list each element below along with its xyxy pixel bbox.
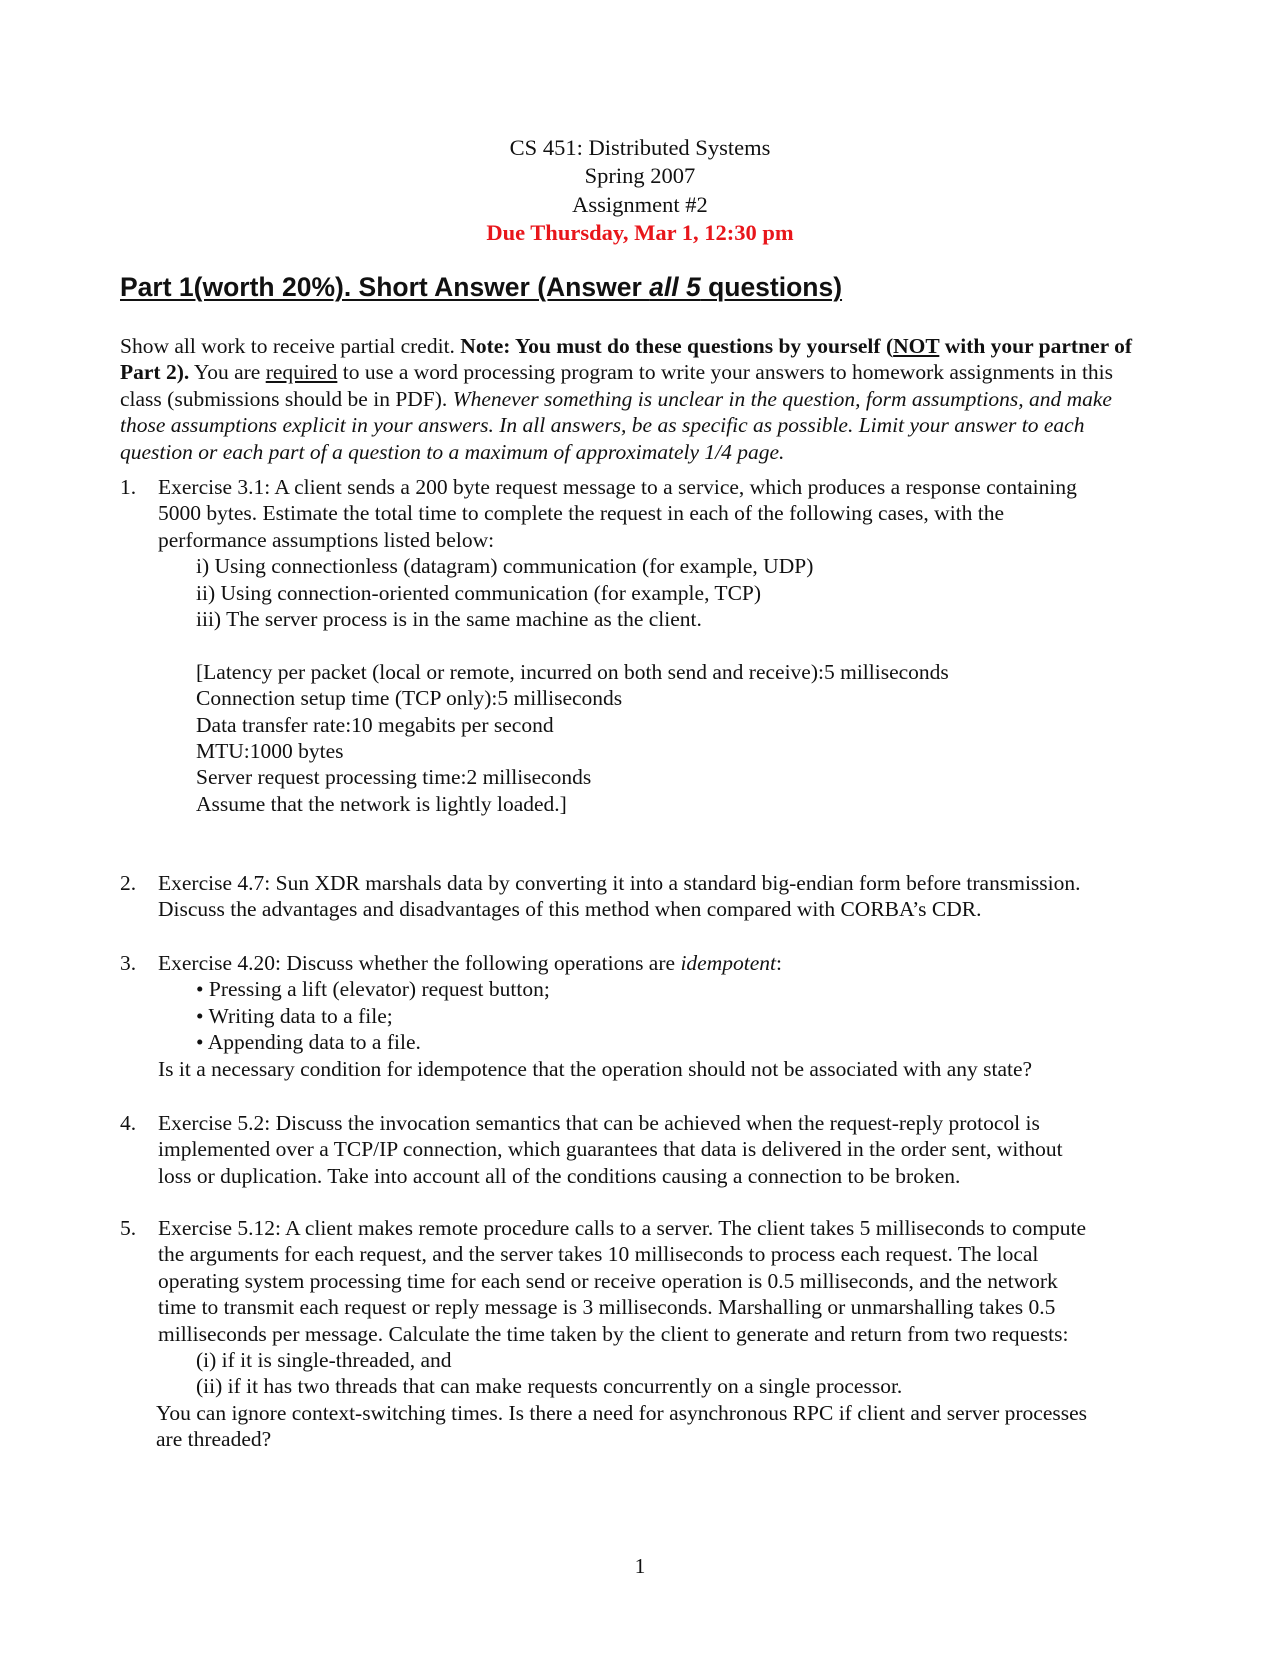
case-item: ii) Using connection-oriented communication (for example, TCP) bbox=[196, 580, 762, 605]
part-1-heading-text: Part 1(worth 20%). Short Answer (Answer bbox=[120, 272, 650, 302]
intro-text-3: to use a word processing program to write your answers to homework assignments in this class (submissions should be in PDF). bbox=[120, 360, 1114, 411]
assumption-line: Connection setup time (TCP only):5 milliseconds bbox=[196, 686, 623, 711]
assumption-line: MTU:1000 bytes bbox=[196, 739, 344, 764]
question-number: 3. bbox=[120, 951, 137, 975]
course-title: CS 451: Distributed Systems bbox=[509, 135, 771, 160]
question-4 bbox=[120, 1110, 1180, 1189]
intro-required: required bbox=[265, 360, 338, 385]
question-line: the arguments for each request, and the server takes 10 milliseconds to process each request. The local bbox=[158, 1242, 1039, 1267]
question-5 bbox=[120, 1215, 1180, 1453]
assumption-line: Data transfer rate:10 megabits per second bbox=[196, 712, 554, 737]
bullet-item: • Appending data to a file. bbox=[196, 1030, 421, 1055]
intro-italic: Whenever something is unclear in the question, form assumptions, and make those assumptions explicit in your answers. In all answers, be as specific as possible. Limit your answer to each question or each part of a question to a maximum of approximately 1/4 page. bbox=[120, 386, 1112, 464]
question-line: Exercise 5.12: A client makes remote procedure calls to a server. The client takes 5 milliseconds to compute bbox=[158, 1216, 1086, 1240]
intro-text-2: You are bbox=[189, 360, 266, 385]
question-emphasis: idempotent bbox=[680, 951, 776, 975]
document-header bbox=[0, 134, 1280, 247]
question-number: 2. bbox=[120, 871, 137, 895]
question-line: 5000 bytes. Estimate the total time to complete the request in each of the following cases, with the bbox=[158, 501, 1005, 526]
question-line: Exercise 3.1: A client sends a 200 byte request message to a service, which produces a response containing bbox=[158, 475, 1077, 499]
term: Spring 2007 bbox=[584, 163, 696, 189]
question-line: milliseconds per message. Calculate the time taken by the client to generate and return from two requests: bbox=[158, 1321, 1069, 1346]
question-number: 5. bbox=[120, 1216, 137, 1240]
question-number: 1. bbox=[120, 475, 137, 499]
assumption-line: Server request processing time:2 milliseconds bbox=[196, 765, 592, 790]
page-number: 1 bbox=[634, 1554, 646, 1578]
case-item: (i) if it is single-threaded, and bbox=[196, 1348, 452, 1373]
part-1-heading-tail: questions) bbox=[700, 272, 843, 302]
question-line: operating system processing time for each send or receive operation is 0.5 milliseconds, and the network bbox=[158, 1268, 1058, 1293]
question-line: Is it a necessary condition for idempotence that the operation should not be associated with any state? bbox=[158, 1056, 1033, 1081]
question-1 bbox=[120, 474, 1180, 817]
part-1-heading-emphasis: all 5 bbox=[649, 272, 701, 302]
question-line: Exercise 4.7: Sun XDR marshals data by converting it into a standard big-endian form before transmission. bbox=[158, 871, 1081, 895]
question-text: Exercise 4.20: Discuss whether the following operations are bbox=[158, 951, 681, 975]
question-line: are threaded? bbox=[156, 1427, 272, 1452]
bullet-item: • Pressing a lift (elevator) request button; bbox=[196, 977, 550, 1002]
assignment-title: Assignment #2 bbox=[572, 191, 708, 217]
question-line: time to transmit each request or reply message is 3 milliseconds. Marshalling or unmarshalling takes 0.5 bbox=[158, 1295, 1056, 1320]
question-3 bbox=[120, 950, 1180, 1082]
intro-text: Show all work to receive partial credit. bbox=[120, 334, 461, 358]
question-line bbox=[158, 950, 1180, 976]
question-text-tail: : bbox=[775, 951, 782, 975]
case-item: i) Using connectionless (datagram) communication (for example, UDP) bbox=[196, 554, 814, 579]
question-line: Discuss the advantages and disadvantages of this method when compared with CORBA’s CDR. bbox=[158, 897, 982, 922]
due-date: Due Thursday, Mar 1, 12:30 pm bbox=[486, 219, 794, 245]
question-2 bbox=[120, 870, 1180, 923]
question-number: 4. bbox=[120, 1111, 137, 1135]
question-line: loss or duplication. Take into account all of the conditions causing a connection to be broken. bbox=[158, 1163, 961, 1188]
bullet-item: • Writing data to a file; bbox=[196, 1003, 393, 1028]
intro-not: NOT bbox=[893, 334, 940, 358]
assumption-line: [Latency per packet (local or remote, incurred on both send and receive):5 milliseconds bbox=[196, 659, 949, 684]
part-1-heading bbox=[120, 274, 842, 300]
question-line: implemented over a TCP/IP connection, which guarantees that data is delivered in the order sent, without bbox=[158, 1137, 1063, 1162]
intro-note: Note: You must do these questions by yourself ( bbox=[460, 334, 894, 358]
question-line: You can ignore context-switching times. Is there a need for asynchronous RPC if client and server processes bbox=[156, 1400, 1088, 1425]
question-line: Exercise 5.2: Discuss the invocation semantics that can be achieved when the request-reply protocol is bbox=[158, 1111, 1040, 1135]
case-item: iii) The server process is in the same machine as the client. bbox=[196, 607, 702, 632]
assumption-line: Assume that the network is lightly loaded.] bbox=[196, 791, 567, 816]
question-line: performance assumptions listed below: bbox=[158, 527, 495, 552]
instructions-paragraph bbox=[120, 333, 1160, 465]
intro-note-tail: with your partner of Part 2). bbox=[120, 334, 1133, 385]
case-item: (ii) if it has two threads that can make requests concurrently on a single processor. bbox=[196, 1374, 903, 1399]
